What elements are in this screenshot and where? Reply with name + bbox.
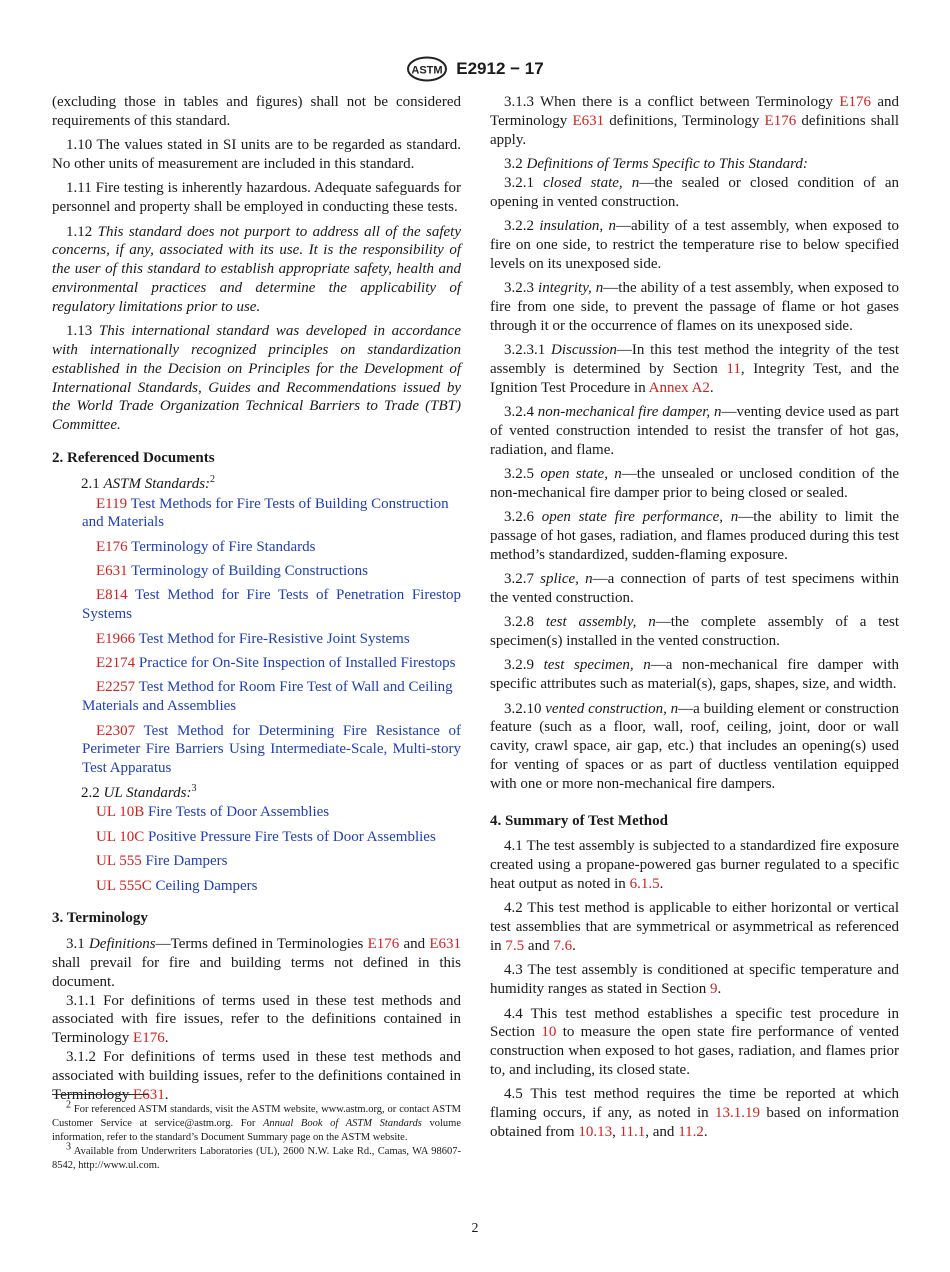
reference-item[interactable] [52, 877, 461, 896]
footnote-2-marker: 2 [66, 1099, 71, 1111]
reference-link[interactable]: Annex A2 [648, 379, 710, 396]
definition-term: open state fire performance, n [541, 509, 739, 526]
reference-title[interactable]: Fire Tests of Door Assemblies [147, 804, 330, 821]
definition-text: —a building element or construction feature (such as a floor, wall, roof, ceiling, joint, door or wall cavity, crawl space, air gap, etc.) that includes an opening(s) used for venting of spaces or as part of ductless ventilation equipped with one or more non-mechanical fire dampers. [490, 700, 899, 792]
paragraph-4-1: 4.1 The test assembly is subjected to a standardized fire exposure created using a propane-powered gas burner regulated to a specific heat output as noted in 6.1.5. [490, 838, 899, 893]
reference-code[interactable]: UL 10B [96, 804, 145, 821]
paragraph-3-1-3-text-c: definitions, Terminology [609, 112, 760, 129]
reference-item[interactable] [52, 630, 461, 649]
reference-title[interactable]: Fire Dampers [145, 853, 228, 870]
paragraph-4-2: 4.2 This test method is applicable to either horizontal or vertical test assemblies that are symmetrical or asymmetrical as referenced in 7.5 and 7.6. [490, 900, 899, 954]
definition-text: —the ability of a test assembly, when exposed to fire from one side, to prevent the passage of flame or hot gases through it or the occurrence of flames on its unexposed side. [490, 279, 899, 334]
definition-term: non-mechanical fire damper, n [537, 403, 722, 420]
definition-text: —venting device used as part of vented construction intended to resist the transfer of hot gas, radiation, and flame. [490, 403, 899, 458]
definition-term: vented construction, n [545, 700, 679, 717]
definition-text: —the ability to limit the passage of hot gases, radiation, and flames produced during this test method’s standardized, sudden-flaming exposure. [490, 509, 900, 563]
paragraph-4-1-text: 4.1 The test assembly is subjected to a standardized fire exposure created using a propane-powered gas burner regulated to a specific heat output as noted in [490, 838, 899, 893]
definition-text: —the complete assembly of a test specimen(s) installed in the vented construction. [490, 614, 900, 650]
definition-text: —the sealed or closed condition of an opening in vented construction. [490, 174, 900, 210]
paragraph-3-1 [52, 935, 461, 991]
paragraph-4-5-and: , and [645, 1123, 675, 1140]
left-column [52, 93, 461, 1104]
section-4-heading: 4. Summary of Test Method [490, 812, 668, 829]
definition-number: 3.2.8 [504, 614, 534, 631]
footnote-ref-3[interactable]: 3 [191, 782, 197, 794]
definition-3-2-9 [490, 656, 899, 694]
definition-number: 3.2.9 [504, 657, 534, 674]
astm-logo-text: ASTM [411, 64, 443, 77]
definition-term: insulation, n [539, 217, 617, 234]
footnote-2-italic: Annual Book of ASTM Standards [262, 1118, 422, 1129]
reference-code[interactable]: E814 [96, 587, 128, 604]
reference-link[interactable]: 13.1.19 [715, 1105, 761, 1122]
paragraph-3-1-text-c: shall prevail for fire and building terms not defined in this document. [52, 954, 461, 990]
reference-code[interactable]: E2174 [96, 655, 136, 672]
reference-item[interactable] [52, 722, 461, 778]
footnotes [52, 1099, 461, 1173]
reference-title[interactable]: Test Method for Room Fire Test of Wall and Ceiling Materials and Assemblies [82, 679, 453, 715]
definition-3-2-10 [490, 700, 899, 794]
paragraph-4-5: 4.5 This test method requires the time be reported at which flaming occurs, if any, as noted in 13.1.19 based on information obtained from 10.13, 11.1, and 11.2. [490, 1086, 900, 1140]
page-header [0, 56, 950, 84]
reference-code[interactable]: E119 [96, 495, 128, 512]
reference-code[interactable]: E176 [96, 538, 128, 555]
definition-3-2-6 [490, 508, 899, 564]
footnote-3-marker: 3 [66, 1141, 71, 1153]
reference-title[interactable]: Test Method for Fire-Resistive Joint Systems [138, 630, 410, 647]
discussion-number: 3.2.3.1 [504, 341, 546, 358]
reference-title[interactable]: Test Method for Determining Fire Resistance of Perimeter Fire Barriers Using Intermediate-Scale, Multi-story Test Apparatus [82, 722, 462, 777]
definition-number: 3.2.7 [504, 571, 534, 588]
definition-3-2-8 [490, 613, 899, 651]
paragraph-1-10: 1.10 The values stated in SI units are to be regarded as standard. No other units of measurement are included in this standard. [52, 137, 461, 172]
definition-number: 3.2.10 [504, 700, 542, 717]
paragraph-4-4-text-a: 4.4 This test method establishes a specific test procedure in Section [490, 1005, 899, 1041]
paragraph-4-5-text: 4.5 This test method requires the time be reported at which flaming occurs, if any, as noted in [490, 1086, 899, 1122]
definition-number: 3.2.5 [504, 465, 534, 482]
ul-standards-heading [52, 784, 461, 803]
reference-item[interactable] [52, 586, 461, 624]
reference-code[interactable]: E1966 [96, 630, 136, 647]
reference-link[interactable]: E631 [133, 1086, 165, 1103]
reference-code[interactable]: UL 555C [96, 877, 152, 894]
paragraph-4-2-and: and [527, 938, 550, 954]
reference-title[interactable]: Test Method for Fire Tests of Penetration Firestop Systems [82, 587, 462, 623]
reference-link[interactable]: E176 [367, 936, 400, 953]
reference-title[interactable]: Terminology of Fire Standards [131, 538, 316, 555]
reference-item[interactable] [52, 538, 461, 557]
reference-link[interactable]: E631 [572, 112, 605, 129]
definition-term: open state, n [540, 465, 622, 482]
definition-text: —ability of a test assembly, when exposed to fire on one side, to restrict the temperature rise to below specified levels on its unexposed side. [490, 217, 899, 272]
paragraph-4-2-text: 4.2 This test method is applicable to either horizontal or vertical test assemblies that are symmetrical or asymmetrical as referenced in [490, 900, 899, 954]
paragraph-3-1-2-text: 3.1.2 For definitions of terms used in these test methods and associated with building issues, refer to the definitions contained in Terminology [52, 1048, 461, 1103]
reference-item[interactable] [52, 495, 461, 533]
footnote-2-text-a: For referenced ASTM standards, visit the ASTM website, www.astm.org, or contact ASTM Customer Service at service@astm.org. For [52, 1104, 461, 1129]
footnote-2 [52, 1099, 461, 1145]
paragraph-3-2 [490, 155, 899, 174]
discussion-text-a: —In this test method the integrity of the test assembly is determined by Section [490, 341, 899, 377]
page-number: 2 [471, 1221, 479, 1236]
ul-standards-number: 2.2 [81, 784, 100, 801]
reference-code[interactable]: E2307 [96, 722, 136, 739]
reference-link[interactable]: E176 [839, 94, 872, 110]
footnote-ref-2[interactable]: 2 [210, 473, 216, 485]
definition-number: 3.2.3 [504, 279, 534, 296]
reference-title[interactable]: Terminology of Building Constructions [131, 563, 369, 580]
reference-link[interactable]: 10.13 [578, 1123, 613, 1140]
reference-code[interactable]: E2257 [96, 679, 136, 696]
section-2-heading: 2. Referenced Documents [52, 449, 215, 466]
astm-standards-number: 2.1 [81, 475, 100, 492]
paragraph-3-1-1-text: 3.1.1 For definitions of terms used in these test methods and associated with fire issues, refer to the definitions contained in Terminology [52, 992, 461, 1047]
paragraph-1-12 [52, 223, 461, 317]
paragraph-1-13-number: 1.13 [66, 323, 93, 340]
paragraph-3-1-3-text-d: definitions shall apply. [490, 112, 900, 148]
reference-code[interactable]: UL 555 [96, 853, 142, 870]
reference-link[interactable]: E176 [133, 1030, 165, 1047]
footnote-2-text-b: volume information, refer to the standard’s Document Summary page on the ASTM website. [52, 1118, 461, 1143]
paragraph-4-3: 4.3 The test assembly is conditioned at specific temperature and humidity ranges as stated in Section 9. [490, 962, 899, 998]
paragraph-1-12-text: This standard does not purport to address all of the safety concerns, if any, associated with its use. It is the responsibility of the user of this standard to establish appropriate safety, health and environmental practices and determine the applicability of regulatory limitations prior to use. [52, 223, 462, 315]
reference-item[interactable] [52, 852, 461, 871]
paragraph-4-4 [490, 1005, 899, 1080]
definition-text: —the unsealed or unclosed condition of the non-mechanical fire damper prior to being closed or sealed. [490, 465, 899, 501]
right-column [490, 93, 899, 1147]
paragraph-3-1-1: 3.1.1 For definitions of terms used in these test methods and associated with fire issues, refer to the definitions contained in Terminology E176. [52, 992, 461, 1047]
paragraph-3-1-text-a: —Terms defined in Terminologies [155, 936, 364, 953]
paragraph-4-4-text-b: to measure the open state fire performance of vented construction when exposed to hot gases, radiation, and flames prior to, and including, its closed state. [490, 1024, 900, 1078]
footnote-3-text: Available from Underwriters Laboratories (UL), 2600 N.W. Lake Rd., Camas, WA 98607-8542, http://www.ul.com. [52, 1146, 461, 1171]
reference-item[interactable] [52, 828, 461, 847]
paragraph-3-1-number: 3.1 [66, 936, 85, 953]
paragraph-3-1-text-b: and [403, 936, 426, 953]
reference-link[interactable]: 9 [709, 981, 718, 998]
paragraph-1-11: 1.11 Fire testing is inherently hazardous. Adequate safeguards for personnel and property shall be employed in conducting these tests. [52, 180, 461, 216]
definition-3-2-3 [490, 279, 899, 335]
definition-3-2-4 [490, 403, 899, 459]
paragraph-3-2-number: 3.2 [504, 155, 523, 172]
definition-number: 3.2.1 [504, 174, 534, 191]
reference-item[interactable] [52, 654, 461, 673]
definition-3-2-2 [490, 217, 899, 273]
paragraph-3-1-2: 3.1.2 For definitions of terms used in these test methods and associated with building issues, refer to the definitions contained in Terminology E631. [52, 1048, 461, 1103]
reference-link[interactable]: 6.1.5 [629, 876, 660, 893]
definition-term: integrity, n [538, 279, 604, 296]
paragraph-1-13 [52, 322, 461, 435]
paragraph-3-1-3-text-b: and Terminology [490, 94, 899, 129]
definition-text: —a connection of parts of test specimens within the vented construction. [490, 571, 899, 606]
standard-designation: E2912 − 17 [456, 59, 544, 78]
reference-link[interactable]: 11.2 [678, 1123, 704, 1140]
section-3-heading: 3. Terminology [52, 910, 148, 927]
ul-reference-list [52, 803, 461, 895]
definition-term: splice, n [540, 571, 593, 588]
astm-standards-label: ASTM Standards: [103, 475, 211, 492]
definition-number: 3.2.6 [504, 509, 534, 526]
paragraph-3-1-term: Definitions [88, 936, 156, 953]
paragraph-continuation: (excluding those in tables and figures) shall not be considered requirements of this standard. [52, 94, 461, 129]
reference-code[interactable]: E631 [96, 563, 128, 580]
reference-link[interactable]: 7.6 [553, 938, 573, 954]
reference-link[interactable]: 11.1 [619, 1123, 646, 1140]
astm-standards-heading [52, 475, 461, 494]
astm-logo [406, 56, 448, 82]
definition-3-2-1 [490, 174, 899, 212]
reference-title[interactable]: Test Methods for Fire Tests of Building Construction and Materials [82, 495, 449, 531]
definition-3-2-5 [490, 465, 899, 503]
definition-number: 3.2.4 [504, 403, 534, 420]
definition-term: closed state, n [543, 174, 640, 191]
definition-number: 3.2.2 [504, 217, 534, 234]
reference-item[interactable] [52, 678, 461, 716]
paragraph-3-1-3 [490, 93, 899, 149]
reference-title[interactable]: Positive Pressure Fire Tests of Door Assemblies [147, 828, 436, 845]
definition-term: test specimen, n [543, 657, 651, 674]
discussion-3-2-3-1: 3.2.3.1 Discussion—In this test method the integrity of the test assembly is determined by Section 11, Integrity Test, and the Ignition Test Procedure in Annex A2. [490, 341, 900, 396]
reference-link[interactable]: 11 [726, 360, 741, 377]
reference-link[interactable]: 7.5 [505, 938, 525, 954]
footnote-3 [52, 1141, 461, 1173]
definition-3-2-7 [490, 570, 899, 608]
reference-title[interactable]: Practice for On-Site Inspection of Installed Firestops [138, 655, 456, 672]
reference-link[interactable]: 10 [541, 1024, 557, 1041]
reference-link[interactable]: E631 [429, 936, 462, 953]
paragraph-1-13-text: This international standard was developed in accordance with internationally recognized principles on standardization established in the Decision on Principles for the Development of International Standards, Guides and Recommendations issued by the World Trade Organization Technical Barriers to Trade (TBT) Committee. [52, 323, 462, 434]
reference-item[interactable] [52, 562, 461, 581]
reference-title[interactable]: Ceiling Dampers [155, 877, 258, 894]
discussion-term: Discussion [551, 341, 617, 358]
astm-reference-list [52, 495, 461, 779]
paragraph-3-1-3-text-a: 3.1.3 When there is a conflict between Terminology [504, 94, 834, 110]
paragraph-1-12-number: 1.12 [66, 223, 93, 240]
ul-standards-label: UL Standards: [103, 784, 192, 801]
paragraph-4-3-text: 4.3 The test assembly is conditioned at specific temperature and humidity ranges as stated in Section [490, 962, 899, 998]
definition-text: —a non-mechanical fire damper with specific attributes such as material(s), gaps, shapes, size, and width. [490, 657, 900, 693]
paragraph-3-2-text: Definitions of Terms Specific to This Standard: [526, 155, 808, 172]
reference-code[interactable]: UL 10C [96, 828, 145, 845]
reference-link[interactable]: E176 [764, 112, 797, 129]
paragraph-4-5-text-b: based on information obtained from [490, 1105, 900, 1140]
footnote-divider [52, 1094, 148, 1095]
discussion-text-b: , Integrity Test, and the Ignition Test Procedure in [490, 360, 900, 396]
reference-item[interactable] [52, 803, 461, 822]
definition-term: test assembly, n [545, 614, 656, 631]
